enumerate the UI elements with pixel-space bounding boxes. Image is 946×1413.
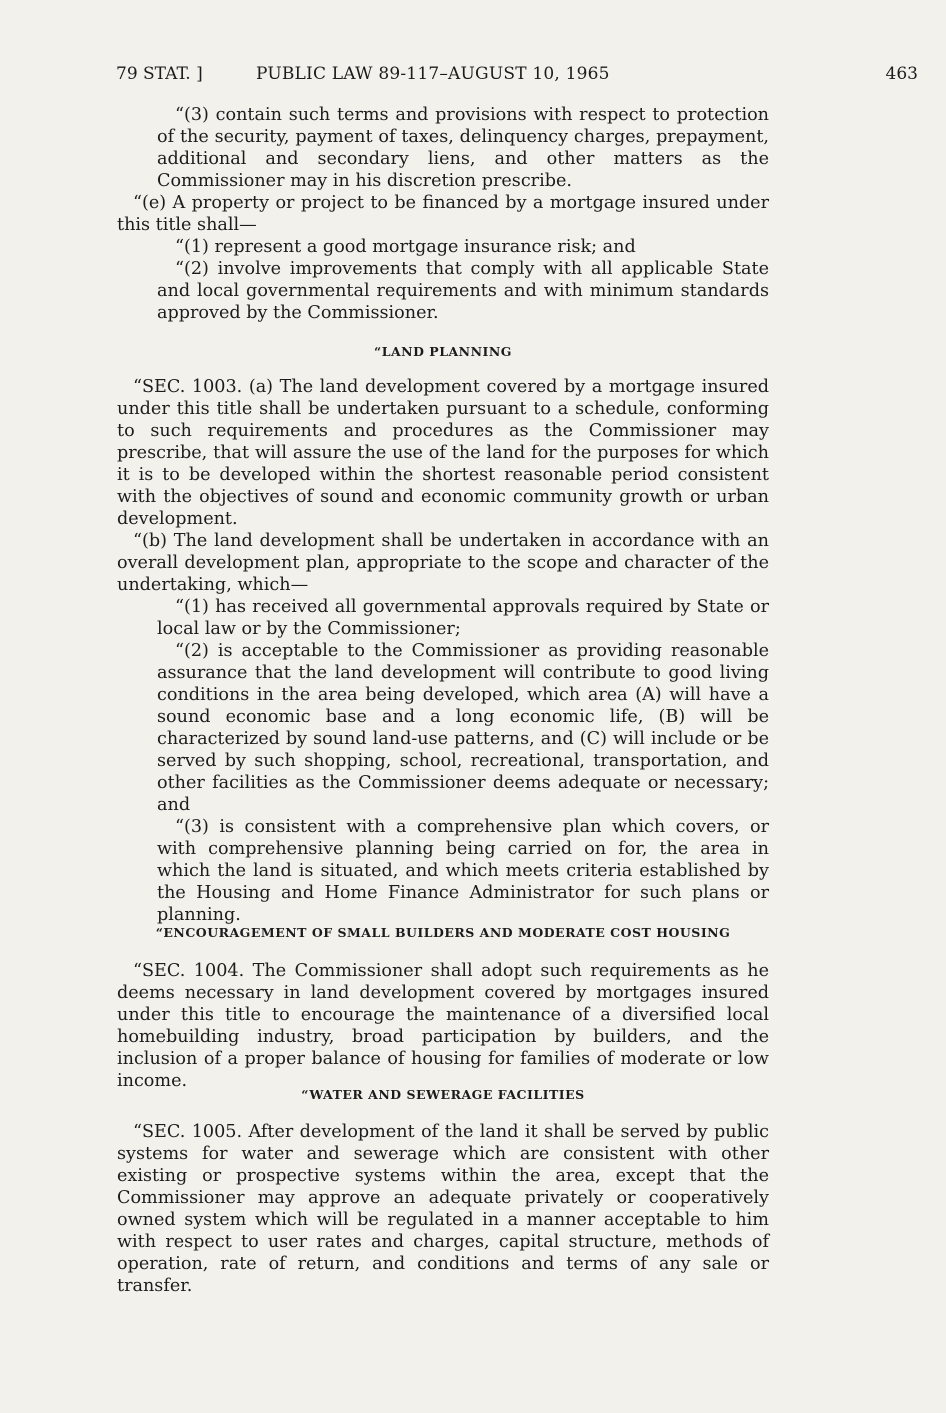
paragraph: “(e) A property or project to be financed by a mortgage insured under this title shall—	[117, 193, 769, 235]
paragraph: “(3) is consistent with a comprehensive plan which covers, or with comprehensive planning being carried on for, the area in which the land is situated, and which meets criteria established by the Housing and Home Finance Administrator for such plans or planning.	[157, 817, 769, 925]
heading-water-sewerage: “WATER AND SEWERAGE FACILITIES	[301, 1087, 585, 1102]
section-1002-d3	[117, 104, 769, 324]
section-1005	[117, 1121, 769, 1297]
page-header	[116, 64, 918, 88]
heading-encouragement: “ENCOURAGEMENT OF SMALL BUILDERS AND MODERATE COST HOUSING	[155, 925, 731, 940]
section-1004	[117, 960, 769, 1092]
volume-citation: 79 STAT. ]	[116, 64, 203, 84]
paragraph: “SEC. 1003. (a) The land development covered by a mortgage insured under this title shall be undertaken pursuant to a schedule, conforming to such requirements and procedures as the Commissioner may prescribe, that will assure the use of the land for the purposes for which it is to be developed within the shortest reasonable period consistent with the objectives of sound and economic community growth or urban development.	[117, 377, 769, 529]
heading-land-planning: “LAND PLANNING	[374, 344, 512, 359]
section-1003	[117, 376, 769, 926]
law-title: PUBLIC LAW 89-117–AUGUST 10, 1965	[256, 64, 610, 84]
page-number: 463	[885, 64, 918, 84]
paragraph: “SEC. 1004. The Commissioner shall adopt such requirements as he deems necessary in land development covered by mortgages insured under this title to encourage the maintenance of a diversified local homebuilding industry, broad participation by builders, and the inclusion of a proper balance of housing for families of moderate or low income.	[117, 961, 769, 1091]
paragraph: “(1) has received all governmental approvals required by State or local law or by the Commissioner;	[157, 597, 769, 639]
paragraph: “(b) The land development shall be undertaken in accordance with an overall development plan, appropriate to the scope and character of the undertaking, which—	[117, 531, 769, 595]
paragraph: “(3) contain such terms and provisions with respect to protection of the security, payment of taxes, delinquency charges, prepayment, additional and secondary liens, and other matters as the Commissioner may in his discretion prescribe.	[157, 105, 769, 191]
paragraph: “(1) represent a good mortgage insurance risk; and	[175, 237, 636, 257]
paragraph: “(2) involve improvements that comply with all applicable State and local governmental requirements and with minimum standards approved by the Commissioner.	[157, 259, 769, 323]
paragraph: “SEC. 1005. After development of the land it shall be served by public systems for water and sewerage which are consistent with other existing or prospective systems within the area, except that the Commissioner may approve an adequate privately or cooperatively owned system which will be regulated in a manner acceptable to him with respect to user rates and charges, capital structure, methods of operation, rate of return, and conditions and terms of any sale or transfer.	[117, 1122, 769, 1296]
paragraph: “(2) is acceptable to the Commissioner as providing reasonable assurance that the land development will contribute to good living conditions in the area being developed, which area (A) will have a sound economic base and a long economic life, (B) will be characterized by sound land-use patterns, and (C) will include or be served by such shopping, school, recreational, transportation, and other facilities as the Commissioner deems adequate or necessary; and	[157, 641, 769, 815]
